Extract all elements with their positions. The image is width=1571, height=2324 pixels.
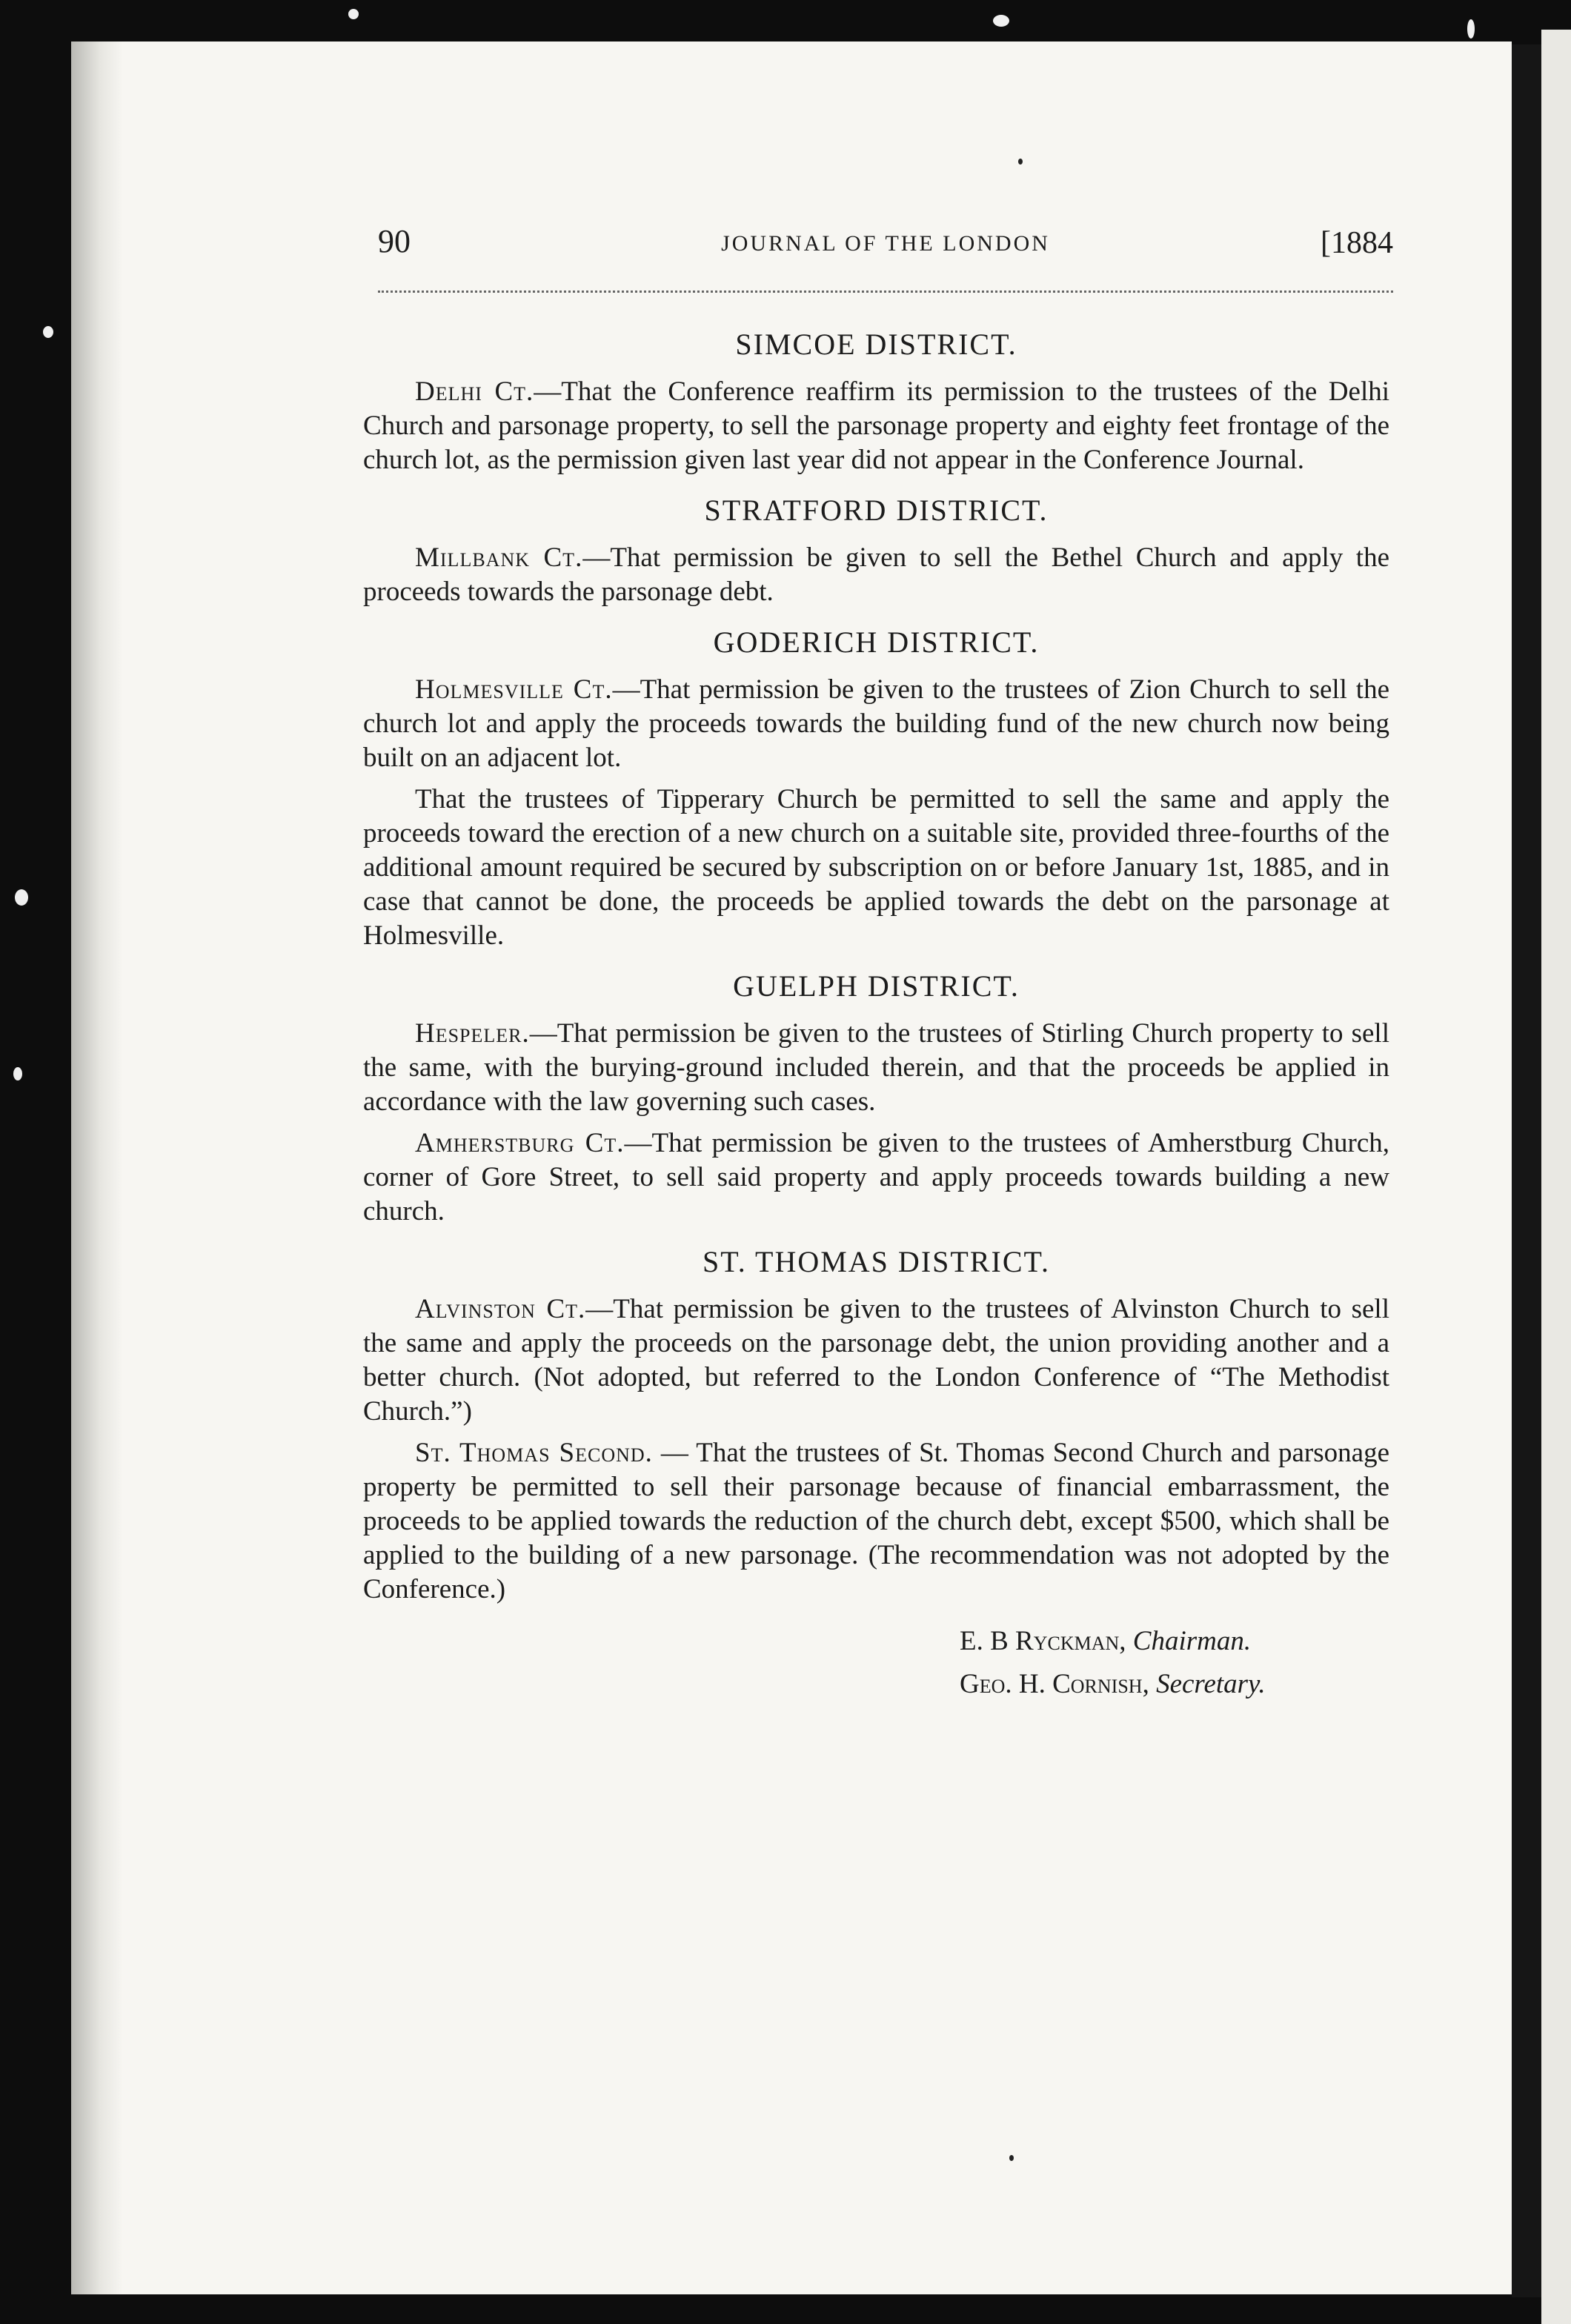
paragraph-text: That the trustees of Tipperary Church be permitted to sell the same and apply the proceeds toward the erection of a new church on a suitable site, provided three-fourths of the additional amount required be secured by subscription on or before January 1st, 1885, and in case that cannot be done, the proceeds be applied towards the debt on the parsonage at Holmesville. [363,784,1389,951]
next-page-edge [1541,30,1571,2324]
ink-dot [1009,2155,1014,2161]
page-edge-shadow [1512,44,1541,2297]
signature-secretary: Geo. H. Cornish, Secretary. [960,1669,1266,1699]
page-header [378,222,1393,274]
signature-prefix: E. B [960,1626,1016,1656]
paragraph-text: —That the Conference reaffirm its permission to the trustees of the Delhi Church and parsonage property, to sell the parsonage property and eighty feet frontage of the church lot, as the permission given last year did not appear in the Conference Journal. [363,376,1390,475]
circuit-name: Holmesville Ct. [415,674,613,705]
scan-speck [993,15,1009,27]
signature-name: Geo. H. Cornish [960,1669,1143,1699]
district-heading: ST. THOMAS DISTRICT. [703,1245,1050,1278]
circuit-paragraph [363,783,1389,953]
district-section [363,625,1389,953]
signature-chairman: E. B Ryckman, Chairman. [960,1626,1252,1656]
circuit-name: Alvinston Ct. [415,1294,586,1324]
paragraph-text: —That permission be given to the trustees of Stirling Church property to sell the same, with the burying-ground included therein, and that the proceeds be applied in accordance with the law governing such cases. [363,1018,1389,1117]
circuit-name: Hespeler. [415,1018,530,1049]
paragraph-text: —That permission be given to the trustees of Amherstburg Church, corner of Gore Street, to sell said property and apply proceeds towards building a new church. [363,1128,1390,1226]
signature-block [363,1620,1389,1706]
district-section [363,494,1389,609]
scan-speck [13,1067,22,1080]
scan-speck [43,326,53,338]
page-body [363,311,1389,1706]
signature-name: Ryckman [1015,1626,1120,1656]
page-number: 90 [378,223,411,259]
circuit-name: Delhi Ct. [415,376,534,407]
circuit-paragraph [363,375,1389,477]
circuit-paragraph [363,541,1389,609]
header-rule [378,290,1393,293]
year-mark: [1884 [1321,226,1393,260]
circuit-paragraph [363,1436,1389,1607]
paragraph-text: —That permission be given to the trustees of Alvinston Church to sell the same and apply the proceeds on the parsonage debt, the union providing another and a better church. (Not adopted, but referred to the London Conference of “The Methodist Church.”) [363,1294,1389,1427]
scan-speck [15,889,28,906]
scan-speck [1467,19,1475,39]
district-heading: GODERICH DISTRICT. [713,625,1040,659]
binding-shadow [71,42,123,2294]
circuit-name: St. Thomas Second. [415,1438,653,1468]
district-heading: GUELPH DISTRICT. [733,969,1020,1003]
circuit-name: Amherstburg Ct. [415,1128,625,1158]
paragraph-text: — That the trustees of St. Thomas Second Church and parsonage property be permitted to sell their parsonage because of financial embarrassment, the proceeds to be applied towards the reduction of the church debt, except $500, which shall be applied to the building of a new parsonage. (The recommendation was not adopted by the Conference.) [363,1438,1390,1604]
circuit-paragraph [363,1126,1389,1229]
district-heading: SIMCOE DISTRICT. [735,328,1017,361]
signature-role: Secretary. [1156,1669,1266,1699]
district-section [363,969,1389,1229]
signature-role: Chairman. [1132,1626,1252,1656]
circuit-paragraph [363,1292,1389,1429]
ink-dot [1018,159,1023,165]
circuit-paragraph [363,673,1389,775]
district-section [363,1245,1389,1607]
district-section [363,328,1389,477]
running-head: JOURNAL OF THE LONDON [721,231,1050,256]
circuit-name: Millbank Ct. [415,542,583,573]
district-heading: STRATFORD DISTRICT. [704,494,1049,527]
paragraph-text: —That permission be given to sell the Bethel Church and apply the proceeds towards the parsonage debt. [363,542,1389,607]
scan-speck [348,9,359,19]
circuit-paragraph [363,1017,1389,1119]
paragraph-text: —That permission be given to the trustees of Zion Church to sell the church lot and apply the proceeds towards the building fund of the new church now being built on an adjacent lot. [363,674,1389,773]
